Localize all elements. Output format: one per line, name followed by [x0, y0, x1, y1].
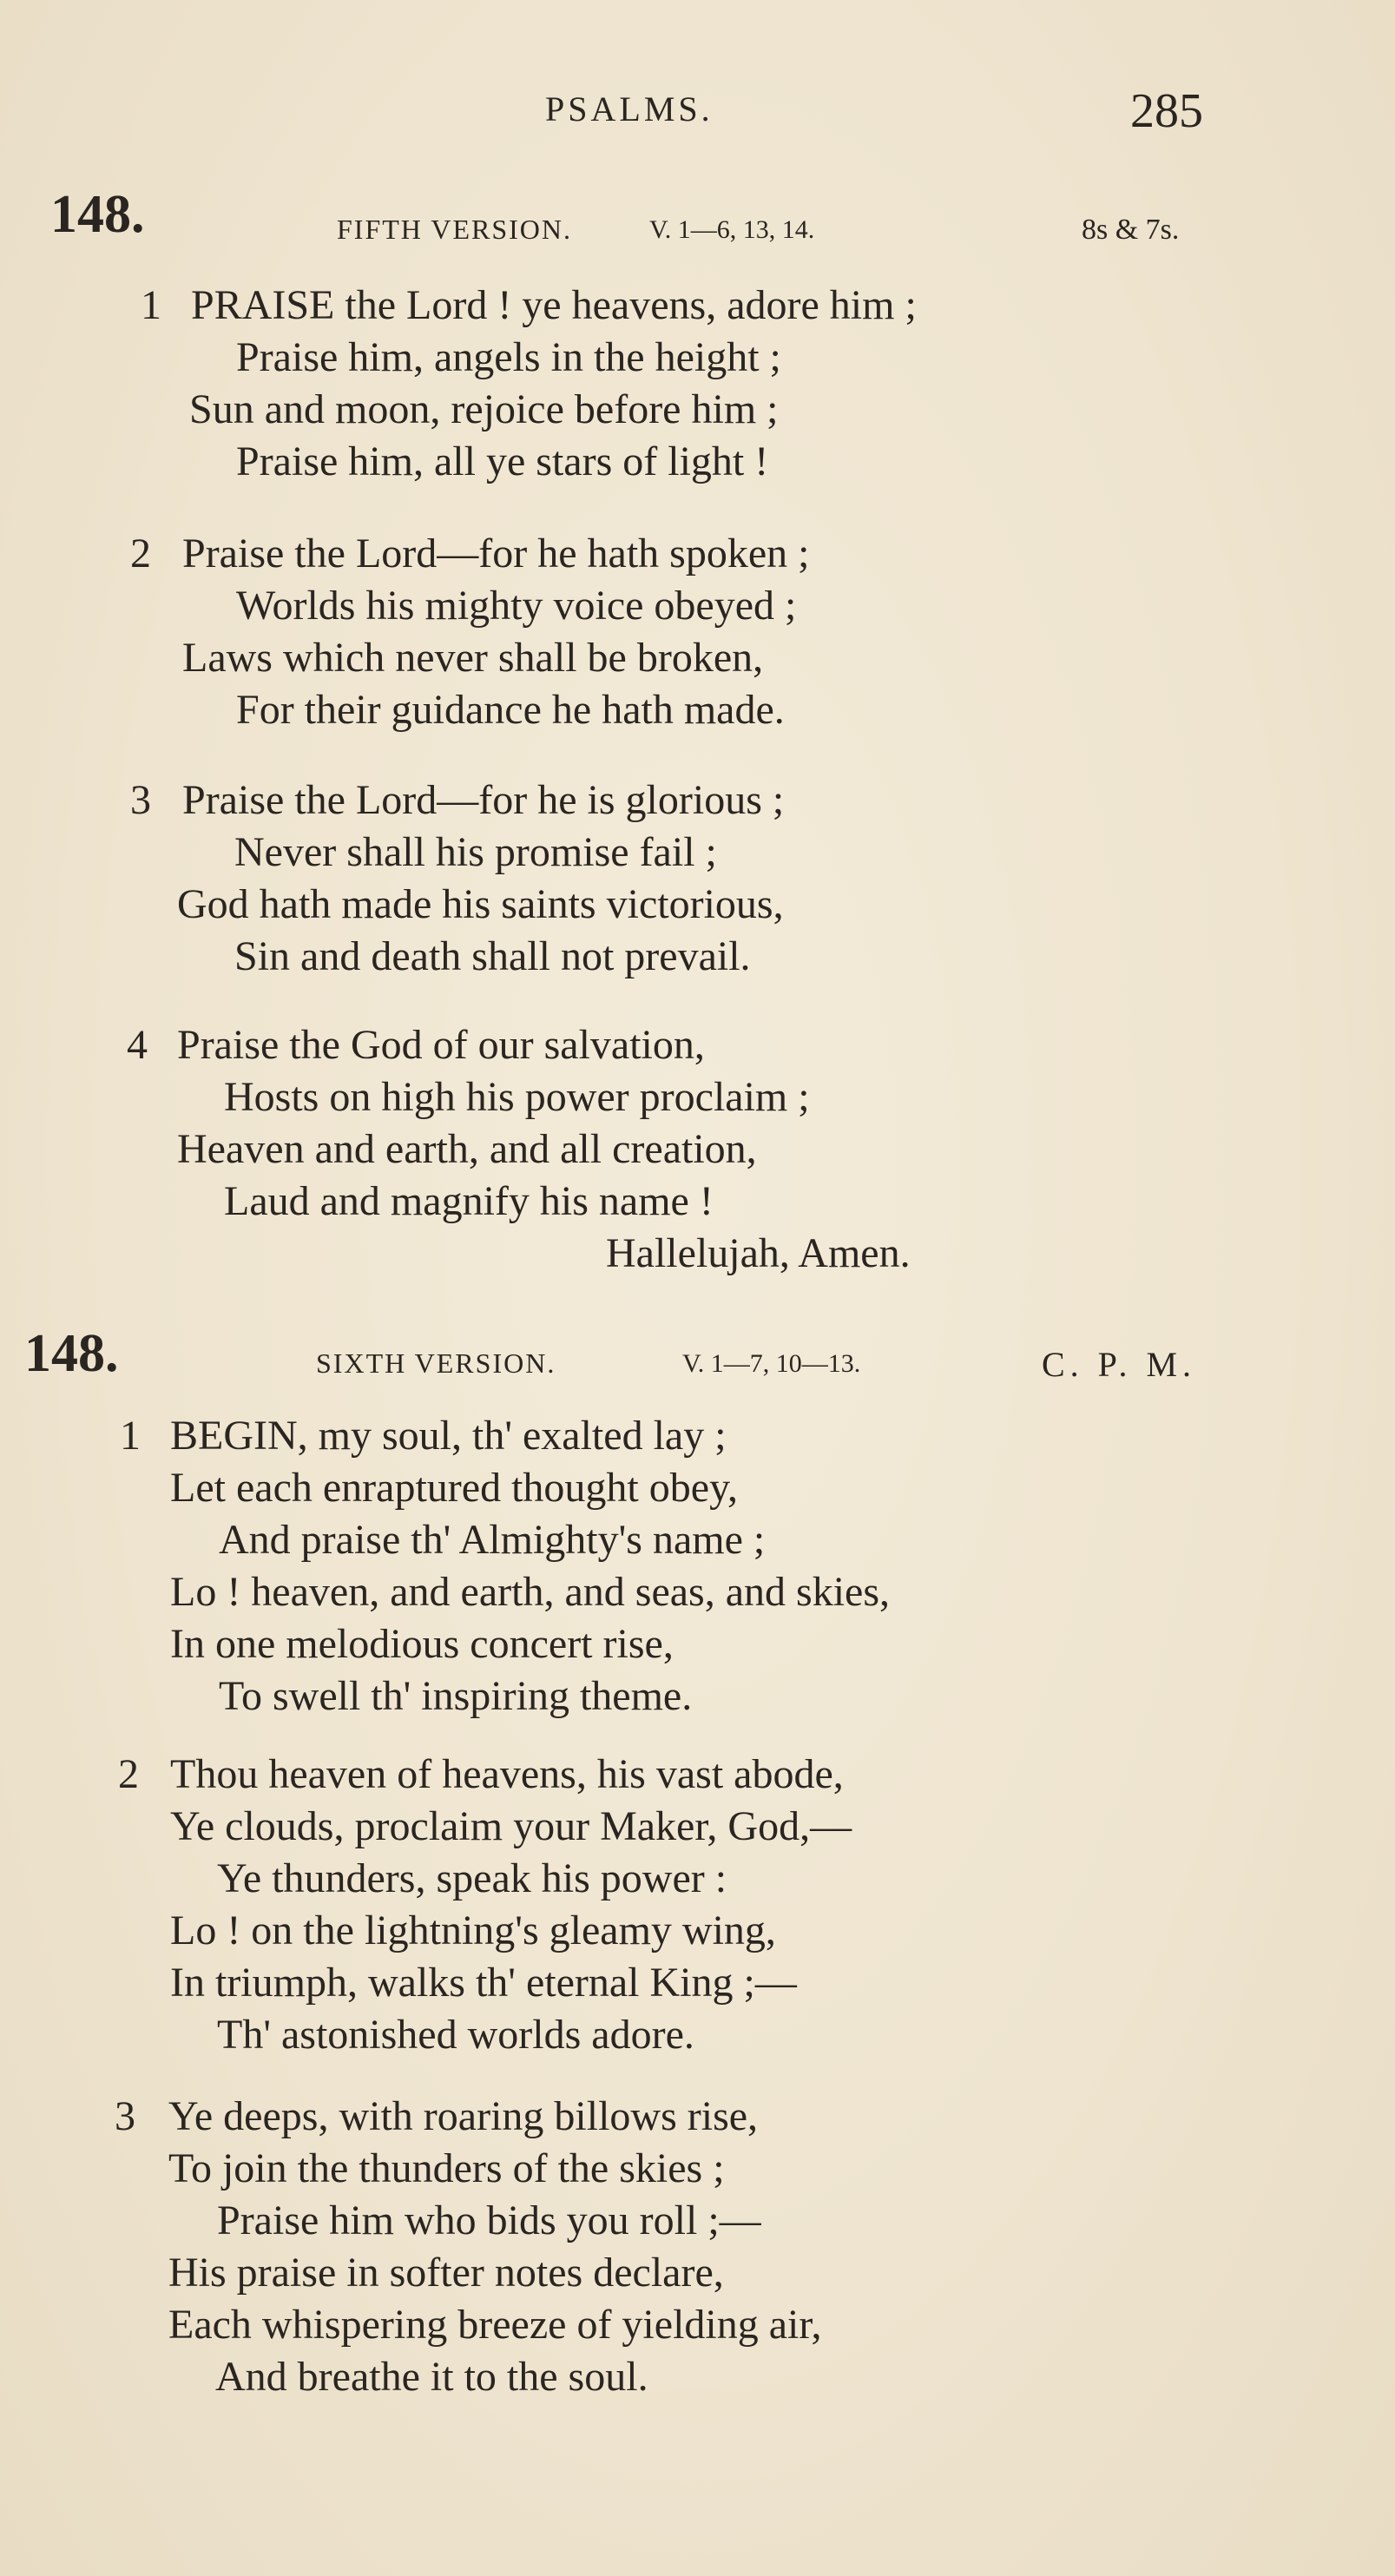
stanza-number: 1 [141, 282, 161, 328]
verse-line: Heaven and earth, and all creation, [177, 1126, 757, 1172]
running-title: PSALMS. [545, 89, 714, 128]
verse-line: To join the thunders of the skies ; [168, 2145, 725, 2191]
verse-line: God hath made his saints victorious, [177, 881, 784, 927]
verse-line: Worlds his mighty voice obeyed ; [236, 583, 797, 629]
verse-line: And praise th' Almighty's name ; [219, 1517, 766, 1563]
verse-reference: V. 1—6, 13, 14. [649, 215, 815, 244]
hymn-number: 148. [50, 185, 145, 244]
verse-reference: V. 1—7, 10—13. [682, 1349, 861, 1378]
verse-line: Th' astonished worlds adore. [217, 2012, 694, 2058]
verse-line: Sun and moon, rejoice before him ; [189, 386, 779, 432]
stanza-number: 3 [130, 777, 151, 823]
verse-line: For their guidance he hath made. [236, 687, 785, 733]
verse-line: To swell th' inspiring theme. [219, 1673, 693, 1719]
hymn-number: 148. [24, 1324, 119, 1383]
verse-line: Hosts on high his power proclaim ; [224, 1074, 810, 1120]
verse-line: Hallelujah, Amen. [606, 1230, 911, 1276]
page-number: 285 [1130, 84, 1203, 138]
verse-line: PRAISE the Lord ! ye heavens, adore him ; [191, 282, 917, 328]
stanza-number: 2 [118, 1751, 139, 1797]
verse-line: In one melodious concert rise, [170, 1621, 674, 1667]
stanza-number: 2 [130, 530, 151, 576]
verse-line: Praise him who bids you roll ;— [217, 2197, 761, 2243]
verse-line: Praise him, angels in the height ; [236, 334, 781, 380]
stanza-number: 4 [127, 1022, 148, 1068]
meter: C. P. M. [1042, 1345, 1197, 1384]
version-label: FIFTH VERSION. [337, 214, 572, 245]
verse-line: Each whispering breeze of yielding air, [168, 2302, 822, 2348]
verse-line: Laud and magnify his name ! [224, 1178, 714, 1224]
verse-line: Ye deeps, with roaring billows rise, [168, 2093, 759, 2139]
verse-line: Ye clouds, proclaim your Maker, God,— [170, 1803, 852, 1849]
stanza-number: 1 [120, 1413, 141, 1459]
verse-line: Sin and death shall not prevail. [234, 933, 751, 979]
verse-line: His praise in softer notes declare, [168, 2250, 724, 2296]
verse-line: Praise him, all ye stars of light ! [236, 438, 769, 484]
verse-line: And breathe it to the soul. [215, 2354, 648, 2400]
verse-line: Thou heaven of heavens, his vast abode, [170, 1751, 844, 1797]
meter: 8s & 7s. [1082, 214, 1180, 246]
verse-line: In triumph, walks th' eternal King ;— [170, 1960, 797, 2006]
verse-line: Ye thunders, speak his power : [217, 1855, 727, 1901]
verse-line: Laws which never shall be broken, [182, 635, 764, 681]
verse-line: Lo ! heaven, and earth, and seas, and skies, [170, 1569, 891, 1615]
verse-line: BEGIN, my soul, th' exalted lay ; [170, 1413, 727, 1459]
verse-line: Praise the Lord—for he is glorious ; [182, 777, 785, 823]
verse-line: Let each enraptured thought obey, [170, 1465, 738, 1511]
version-label: SIXTH VERSION. [316, 1347, 556, 1379]
verse-line: Praise the God of our salvation, [177, 1022, 705, 1068]
verse-line: Never shall his promise fail ; [234, 829, 717, 875]
stanza-number: 3 [115, 2093, 135, 2139]
verse-line: Lo ! on the lightning's gleamy wing, [170, 1907, 776, 1953]
verse-line: Praise the Lord—for he hath spoken ; [182, 530, 810, 576]
